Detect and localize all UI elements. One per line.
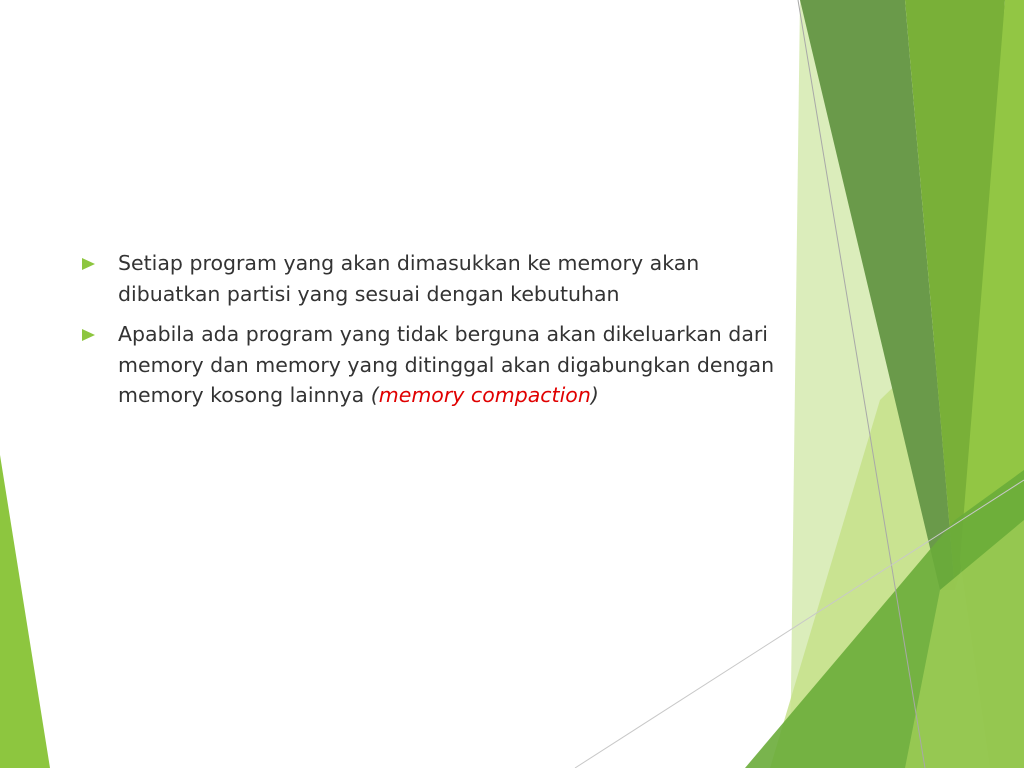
open-paren: ( [370,383,379,407]
highlighted-term: memory compaction [378,383,591,407]
bullet-item-1 [80,248,780,309]
triangle-right-icon [82,329,95,341]
close-paren: ) [590,383,599,407]
content-area [80,248,780,421]
bullet-text-1: Setiap program yang akan dimasukkan ke memory akan dibuatkan partisi yang sesuai dengan kebutuhan [118,251,700,306]
bullet-text-2: Apabila ada program yang tidak berguna akan dikeluarkan dari memory dan memory yang ditinggal akan digabungkan dengan memory kosong lainnya [118,322,775,407]
left-green-shape [0,455,50,768]
triangle-right-icon [82,258,95,270]
bullet-item-2 [80,319,780,411]
